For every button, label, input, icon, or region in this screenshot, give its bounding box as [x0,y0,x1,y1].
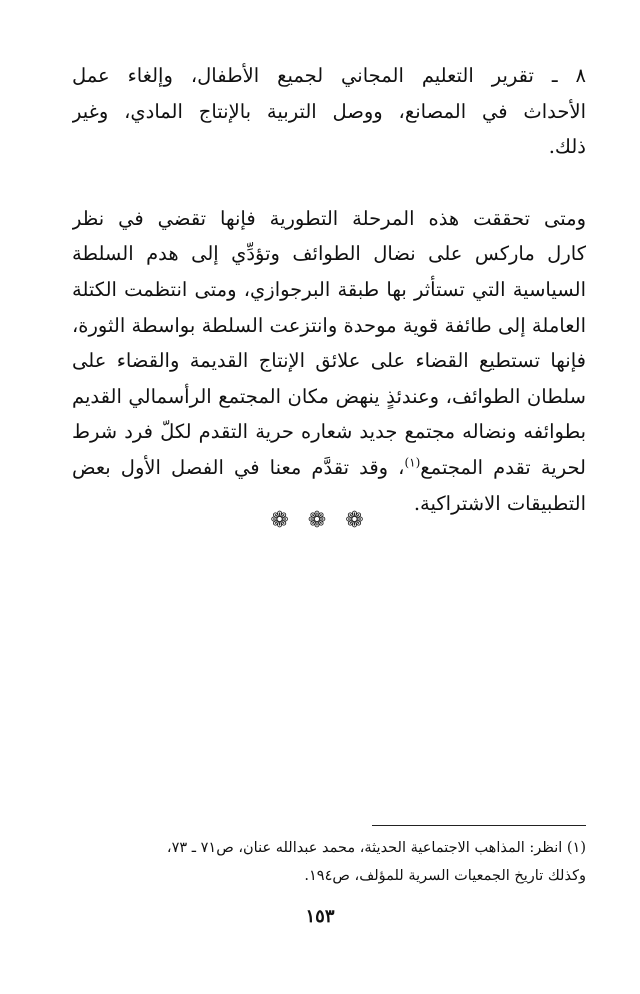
text-line: كارل ماركس على نضال الطوائف وتؤدِّي إلى هدم السلطة [72,242,586,266]
text-line: السياسية التي تستأثر بها طبقة البرجوازي، ومتى انتظمت الكتلة [72,277,586,301]
text-line: ٨ ـ تقرير التعليم المجاني لجميع الأطفال، وإلغاء عمل [72,64,586,87]
footnote-line: (١) انظر: المذاهب الاجتماعية الحديثة، محمد عبدالله عنان، ص٧١ ـ ٧٣، [166,840,586,856]
text-line: الأحداث في المصانع، ووصل التربية بالإنتاج المادي، وغير [72,99,586,123]
text-segment: لحرية تقدم المجتمع [420,455,586,479]
flower-ornament-icon: ❁ ❁ ❁ [270,508,370,533]
text-line: بطوائفه ونضاله مجتمع جديد شعاره حرية التقدم لكلّ فرد شرط [72,420,586,444]
footnote-divider [372,825,586,826]
text-line: ومتى تحققت هذه المرحلة التطورية فإنها تقضي في نظر [72,206,586,230]
text-line: سلطان الطوائف، وعندئذٍ ينهض مكان المجتمع الرأسمالي القديم [72,384,586,408]
text-line: العاملة إلى طائفة قوية موحدة وانتزعت السلطة بواسطة الثورة، [72,313,586,337]
footnote-reference[interactable]: (١) [404,455,421,470]
paragraph-marxist-stage [72,201,586,521]
footnotes [74,834,586,890]
text-segment: ، وقد تقدَّم معنا في الفصل الأول بعض [72,455,405,479]
text-line: ذلك. [548,135,586,159]
paragraph-item-8 [72,58,586,165]
page-number: ١٥٣ [305,906,335,927]
page-body [72,58,586,521]
text-line-with-footnote [72,450,586,486]
text-line: فإنها تستطيع القضاء على علائق الإنتاج القديمة والقضاء على [72,349,586,373]
paragraph-spacer [72,165,586,201]
text-line: التطبيقات الاشتراكية. [413,491,586,515]
footnote-line: وكذلك تاريخ الجمعيات السرية للمؤلف، ص١٩٤. [304,868,586,884]
